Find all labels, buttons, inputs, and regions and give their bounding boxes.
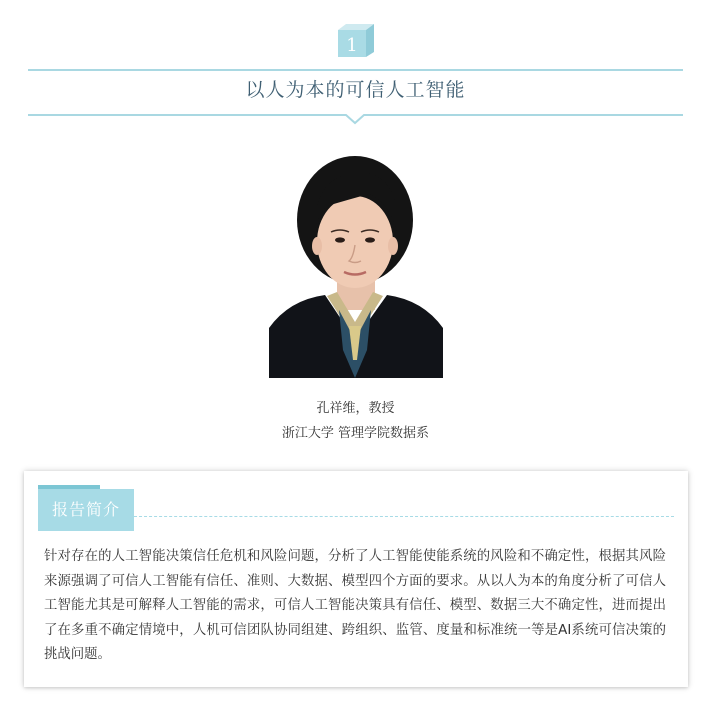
tab-dashed-divider <box>134 516 674 517</box>
abstract-text: 针对存在的人工智能决策信任危机和风险问题，分析了人工智能使能系统的风险和不确定性，根据其风险来源强调了可信人工智能有信任、准则、大数据、模型四个方面的要求。从以人为本的角度分析了可信人工智能尤其是可解释人工智能的需求，可信人工智能决策具有信任、模型、数据三大不确定性，进而提出了在多重不确定情境中，人机可信团队协同组建、跨组织、监管、度量和标准统一等是AI系统可信决策的挑战问题。 <box>44 549 666 663</box>
section-number-badge <box>336 22 376 58</box>
title-top-rule <box>28 69 683 71</box>
abstract-tab-label: 报告简介 <box>38 489 134 531</box>
section-title: 以人为本的可信人工智能 <box>245 79 466 101</box>
speaker-photo <box>269 150 443 378</box>
speaker-name: 孔祥维，教授 <box>316 401 395 416</box>
speaker-affiliation: 浙江大学 管理学院数据系 <box>281 426 430 441</box>
title-bottom-rule <box>28 114 683 126</box>
cube-icon <box>336 22 376 58</box>
section-number: 1 <box>346 35 358 56</box>
abstract-card <box>24 471 688 687</box>
